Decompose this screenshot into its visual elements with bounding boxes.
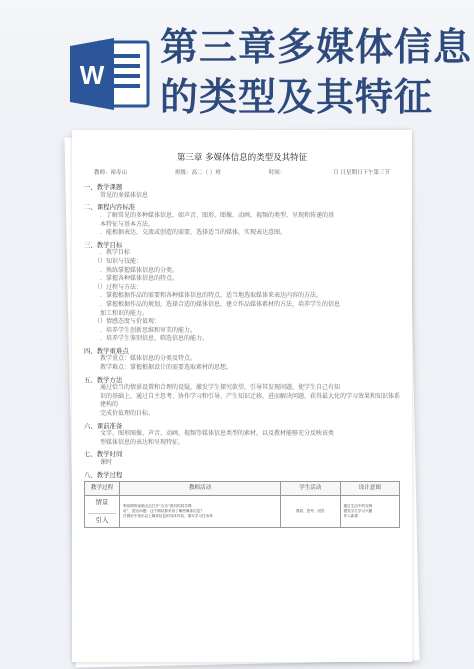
section-line: ．熟练掌握媒体信息的分类。 — [100, 266, 179, 274]
document-body — [84, 154, 400, 528]
section-line: 课时 — [100, 459, 113, 466]
section-line: ．掌握根据作品的规划，选择合适的媒体信息，建立作品媒体素材的方法，培养学生的信息 — [100, 300, 341, 308]
stage-label-a: 情景 — [95, 497, 109, 506]
section-heading: 二、课程内容标准 — [84, 203, 136, 212]
section-line: （）情感态度与价值观： — [94, 318, 161, 326]
banner-title — [160, 22, 472, 122]
intent-line: 通过生活中的实例 — [343, 503, 373, 508]
document-title: 第三章 多媒体信息的类型及其特征 — [176, 153, 308, 163]
section-line: ．了解常见的多种媒体信息，如声音、图形、图像、动画、视频的类型、呈现和传递的基 — [100, 211, 335, 219]
table-cell-teacher — [120, 495, 281, 527]
section-line: 常见的多媒体信息 — [100, 191, 149, 199]
table-header-stage: 教学过程 — [85, 482, 120, 496]
section-line: 教学难点：掌握根据设计的需要选取素材的思想。 — [100, 364, 233, 372]
section-line: （）过程与方法： — [94, 283, 143, 291]
table-cell-intent — [340, 495, 399, 527]
table-header-student: 学生活动 — [281, 482, 340, 496]
table-cell-stage — [85, 495, 120, 527]
document-page — [72, 130, 412, 662]
meta-teacher: 教师：裕寿山 — [94, 169, 128, 176]
section-line: ．教学目标 — [100, 249, 131, 257]
section-line: 文字、图形图像、声音、动画、视频等媒体信息类型的素材，以及教材能够充分反映该类 — [100, 430, 335, 438]
meta-class: 班级：高二（ ）班 — [175, 169, 221, 176]
meta-period: 月 日星期日下午第三节 — [333, 169, 390, 176]
intent-line: 导入新课 — [343, 513, 358, 518]
table-cell-student: 观看、思考、回答 — [281, 495, 340, 527]
section-heading: 四、教学重难点 — [84, 346, 129, 355]
table-row — [85, 495, 400, 527]
section-heading: 六、课前准备 — [84, 421, 123, 430]
section-line: （）知识与技能： — [94, 257, 143, 265]
section-line: 通过恰当的情景设置和合理的设疑，激发学生探究欲望，引导其发现问题，使学生自己有知 — [100, 384, 341, 392]
document-meta — [84, 169, 400, 178]
section-line: 识的基础上，通过自主思考、协作学习和引导，产生知识迁移，进而解决问题，获得最大化的学习效果和知识体系建构的 — [100, 392, 401, 409]
section-heading: 五、教学方法 — [84, 375, 123, 384]
banner-title-line-1: 第三章多媒体信息 — [160, 24, 473, 69]
banner-title-line-2: 的类型及其特征 — [160, 74, 434, 119]
section-line: 完成价值理的目标。 — [100, 410, 155, 418]
document-sections — [84, 183, 400, 479]
table-header-intent: 设计意图 — [340, 482, 399, 496]
section-line: ．培养学生鉴别信息、筛选信息的能力。 — [100, 335, 209, 343]
intent-line: 激发学生学习兴趣 — [343, 508, 373, 513]
section-line: 本特征与基本方法。 — [100, 220, 155, 228]
teaching-process-table — [84, 481, 400, 528]
word-document-icon — [68, 36, 152, 112]
section-line: ．掌握各种媒体信息的特点。 — [100, 275, 179, 283]
section-line: 教学重点：媒体信息的分类及特点。 — [100, 355, 197, 363]
section-heading: 七、教学时间 — [84, 450, 123, 459]
section-heading: 一、教学课题 — [84, 183, 123, 192]
section-line: ．能根据表达、交流或创造的需要，选择适当的媒体，实现表达意图。 — [100, 229, 287, 237]
table-header-row — [85, 482, 400, 496]
section-line: 加工和识的能力。 — [100, 309, 149, 317]
section-heading: 三、教学目标 — [84, 240, 123, 249]
teacher-activity-line: 站”，提出问题：这个网站都采用了哪些媒体信息？ — [123, 508, 204, 513]
word-icon-letter: W — [79, 60, 105, 90]
table-header-teacher: 教师活动 — [120, 482, 281, 496]
section-line: ．培养学生创新思维和审美的能力。 — [100, 326, 197, 334]
section-line: ．掌握根据作品的需要和各种媒体信息的特点，适当地选取媒体来表达内容的方法。 — [100, 292, 323, 300]
section-line: 型媒体信息的表达和呈现特征。 — [100, 438, 185, 446]
section-heading: 八、教学过程 — [84, 470, 123, 479]
teacher-activity-line: 在网站中找出以上媒体信息的具体内容，填写学习任务单 — [123, 513, 213, 518]
stage-label-b: 引入 — [95, 516, 109, 525]
teacher-activity-line: 利用网络视频点击打开“走访“我们的同学网 — [123, 503, 192, 508]
meta-time: 时间： — [268, 169, 286, 176]
